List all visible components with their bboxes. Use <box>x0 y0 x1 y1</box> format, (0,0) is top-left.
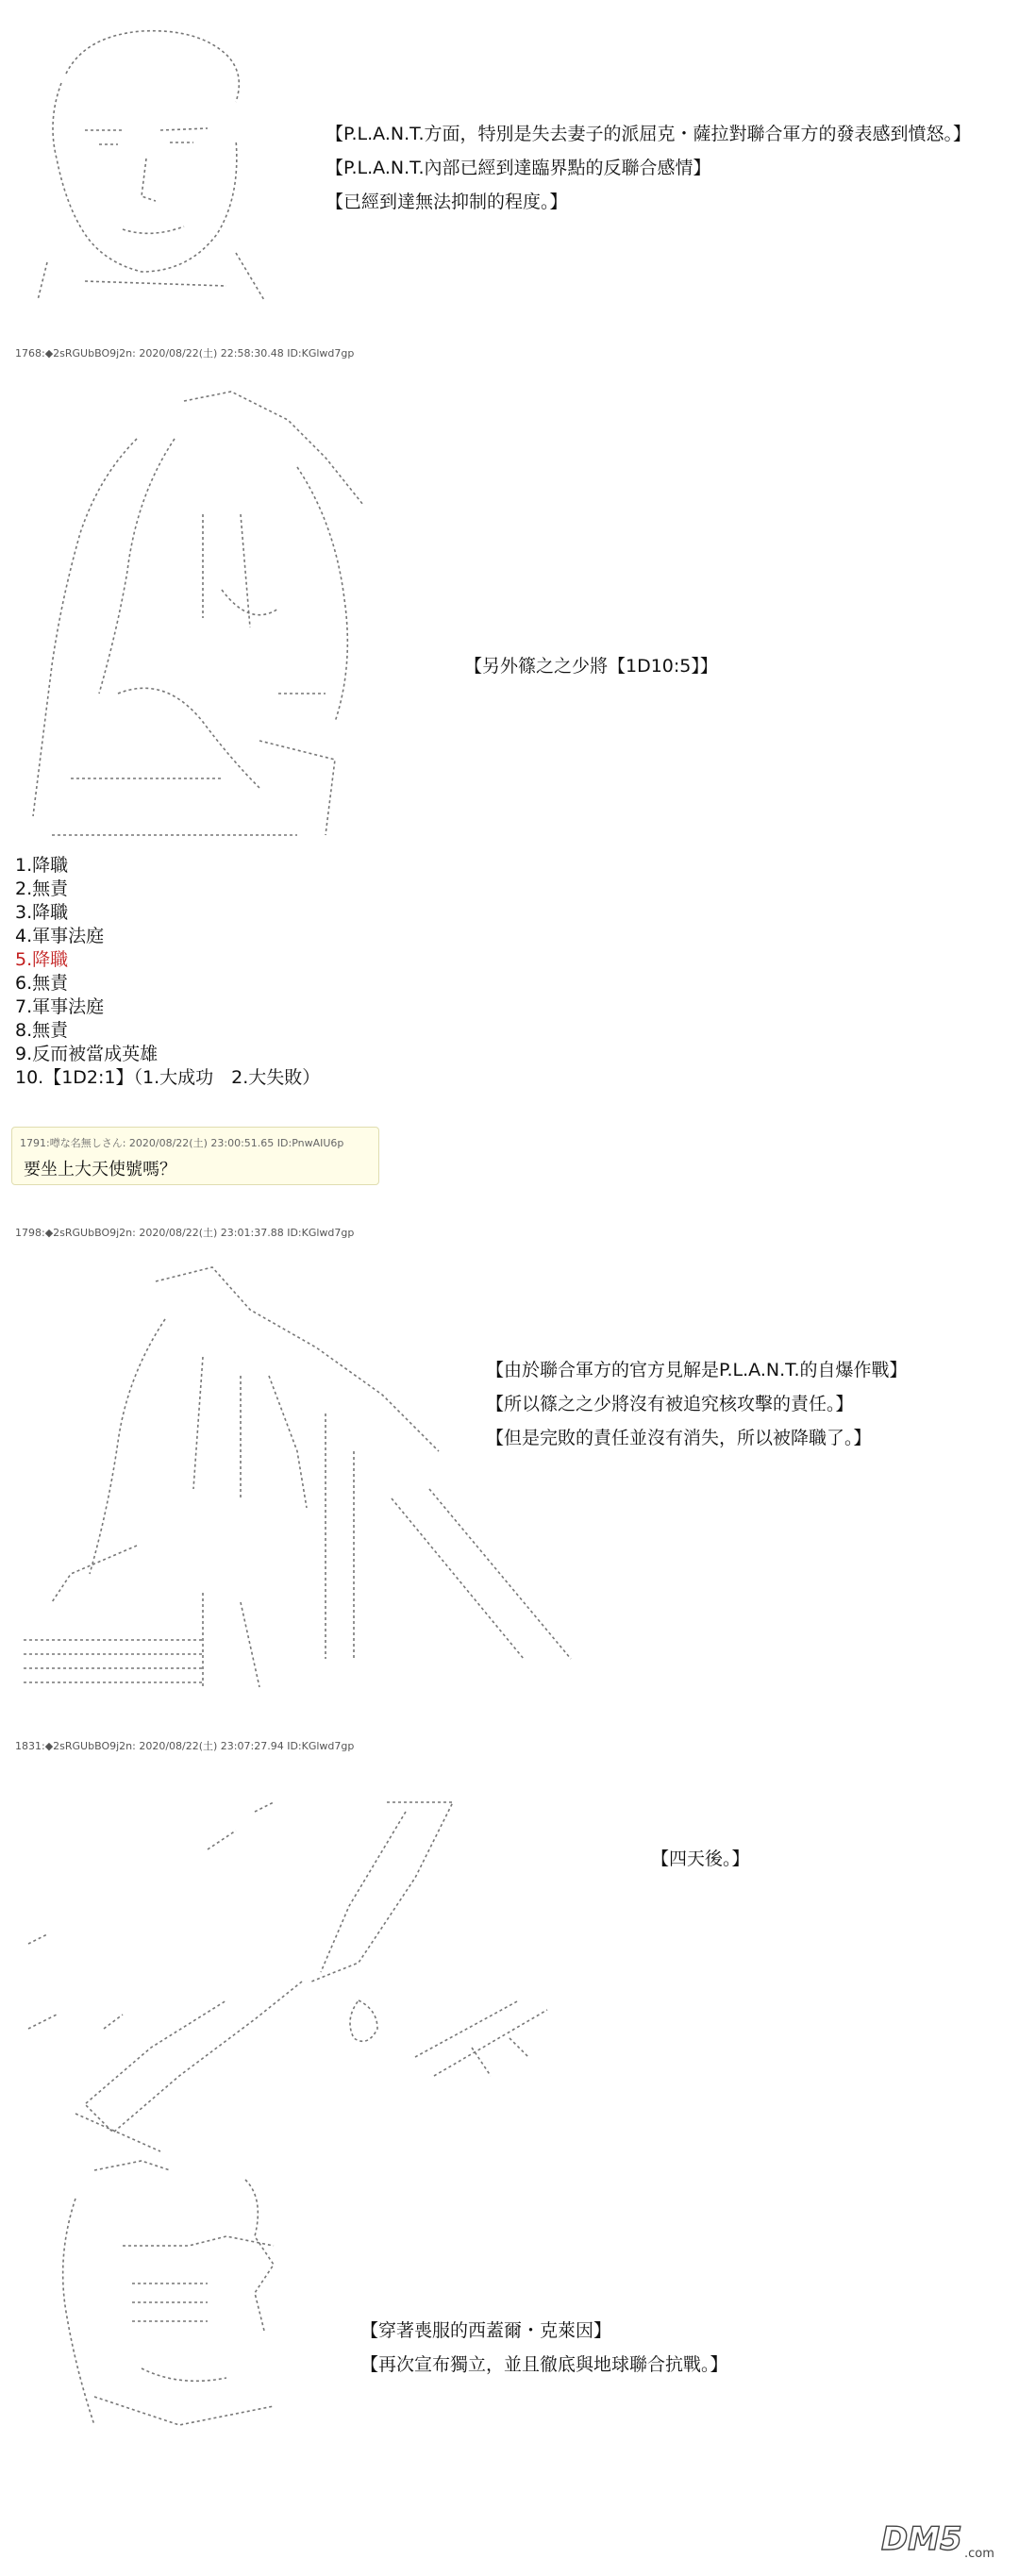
choice-item: 8.無責 <box>15 1020 69 1041</box>
post1768-narration: 【另外篠之之少將【1D10:5】】 <box>464 656 718 677</box>
narration-line: 【所以篠之之少將沒有被追究核攻擊的責任。】 <box>486 1394 854 1414</box>
ascii-art-woman <box>14 382 382 845</box>
reply-post <box>11 1127 379 1185</box>
reply-header: 1791:噂な名無しさん: 2020/08/22(土) 23:00:51.65 ID:PnwAIU6p <box>20 1137 344 1149</box>
ascii-art-man-in-mourning <box>38 2142 321 2434</box>
choice-item: 10.【1D2:1】（1.大成功 2.大失敗） <box>15 1067 321 1088</box>
choice-item-selected: 5.降職 <box>15 949 69 970</box>
post1798-narration <box>486 1353 908 1455</box>
post-header: 1798:◆2sRGUbBO9j2n: 2020/08/22(土) 23:01:37.88 ID:KGlwd7gp <box>15 1227 355 1239</box>
post1831-narration: 【四天後。】 <box>651 1848 750 1869</box>
narration-line: 【由於聯合軍方的官方見解是P.L.A.N.T.的自爆作戰】 <box>486 1360 908 1380</box>
panel1-narration <box>326 117 971 219</box>
ascii-art-man <box>9 17 292 309</box>
choice-item: 9.反而被當成英雄 <box>15 1044 159 1064</box>
choice-item: 6.無責 <box>15 973 69 994</box>
panel5-narration <box>360 2314 728 2382</box>
narration-line: 【再次宣布獨立，並且徹底與地球聯合抗戰。】 <box>360 2354 728 2375</box>
ascii-art-broken-pieces <box>19 1774 585 2199</box>
dice-choices <box>15 854 320 1090</box>
choice-item: 7.軍事法庭 <box>15 996 105 1017</box>
narration-line: 【已經到達無法抑制的程度。】 <box>326 192 568 212</box>
choice-item: 3.降職 <box>15 902 69 923</box>
post-header: 1768:◆2sRGUbBO9j2n: 2020/08/22(土) 22:58:30.48 ID:KGlwd7gp <box>15 347 355 360</box>
logo-suffix: .com <box>964 2547 994 2561</box>
choice-item: 2.無責 <box>15 878 69 899</box>
reply-text: 要坐上大天使號嗎？ <box>24 1160 176 1179</box>
narration-line: 【但是完敗的責任並沒有消失，所以被降職了。】 <box>486 1428 872 1448</box>
narration-line: 【穿著喪服的西蓋爾・克萊因】 <box>360 2320 612 2341</box>
dm5-logo-watermark <box>879 2514 1002 2563</box>
logo-text: DM5 <box>881 2520 962 2558</box>
post-header: 1831:◆2sRGUbBO9j2n: 2020/08/22(土) 23:07:27.94 ID:KGlwd7gp <box>15 1740 355 1752</box>
choice-item: 1.降職 <box>15 855 69 876</box>
choice-item: 4.軍事法庭 <box>15 926 105 946</box>
ascii-art-saluting-woman <box>14 1263 580 1697</box>
narration-line: 【P.L.A.N.T.內部已經到達臨界點的反聯合感情】 <box>326 158 711 178</box>
narration-line: 【P.L.A.N.T.方面，特別是失去妻子的派屈克・薩拉對聯合軍方的發表感到憤怒。】 <box>326 124 972 144</box>
